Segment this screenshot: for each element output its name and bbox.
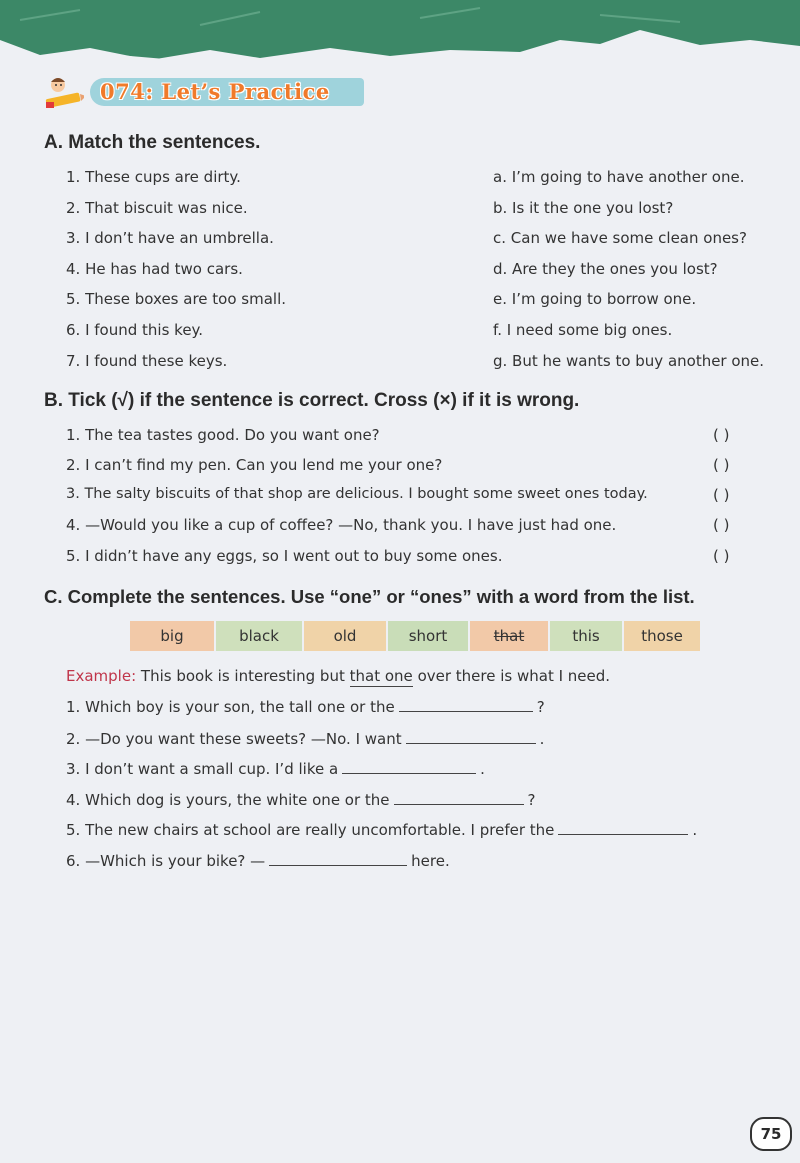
example-answer: that one [349,667,413,685]
fill-item-5: 5. The new chairs at school are really uncomfortable. I prefer the . [66,821,698,839]
answer-blank-2[interactable] [406,742,536,744]
match-right-c: c. Can we have some clean ones? [493,229,747,247]
banner-art [0,0,800,70]
answer-blank-5[interactable] [558,833,688,835]
answer-paren-4[interactable]: ( ) [713,516,730,534]
word-cell-black: black [216,621,302,651]
example-pre: This book is interesting but [140,667,345,685]
section-b-title: B. Tick (√) if the sentence is correct. Cross (×) if it is wrong. [44,390,580,411]
header-banner [0,0,800,70]
fill-item-1: 1. Which boy is your son, the tall one or the ? [66,698,545,716]
answer-blank-1[interactable] [399,710,533,712]
match-left-5: 5. These boxes are too small. [66,290,287,308]
word-cell-short: short [388,621,468,651]
tick-item-5: 5. I didn’t have any eggs, so I went out to buy some ones. [66,547,503,565]
match-left-2: 2. That biscuit was nice. [66,199,248,217]
example-line [66,667,610,685]
lesson-title: 074: Let’s Practice [100,79,330,104]
word-cell-this: this [550,621,622,651]
word-cell-those: those [624,621,700,651]
word-list [130,621,700,651]
word-cell-big: big [130,621,214,651]
fill-item-2: 2. —Do you want these sweets? —No. I want . [66,730,545,748]
match-left-7: 7. I found these keys. [66,352,228,370]
answer-paren-3[interactable]: ( ) [713,486,730,504]
answer-blank-3[interactable] [342,772,476,774]
match-left-3: 3. I don’t have an umbrella. [66,229,274,247]
fill-item-4: 4. Which dog is yours, the white one or the ? [66,791,536,809]
match-right-d: d. Are they the ones you lost? [493,260,718,278]
match-right-a: a. I’m going to have another one. [493,168,745,186]
answer-blank-4[interactable] [394,803,524,805]
tick-item-3: 3. The salty biscuits of that shop are delicious. I bought some sweet ones today. [66,486,648,502]
match-left-1: 1. These cups are dirty. [66,168,241,186]
page-number: 75 [750,1117,792,1151]
pencil-kid-icon [42,74,84,110]
match-left-4: 4. He has had two cars. [66,260,243,278]
match-right-f: f. I need some big ones. [493,321,673,339]
answer-paren-5[interactable]: ( ) [713,547,730,565]
match-right-g: g. But he wants to buy another one. [493,352,765,370]
example-post: over there is what I need. [417,667,611,685]
match-left-6: 6. I found this key. [66,321,204,339]
match-right-e: e. I’m going to borrow one. [493,290,697,308]
section-c-title: C. Complete the sentences. Use “one” or “ones” with a word from the list. [44,586,695,607]
word-cell-that: that [470,621,548,651]
match-right-b: b. Is it the one you lost? [493,199,674,217]
word-cell-old: old [304,621,386,651]
example-label: Example: [66,667,137,685]
tick-item-1: 1. The tea tastes good. Do you want one? [66,426,380,444]
tick-item-4: 4. —Would you like a cup of coffee? —No, thank you. I have just had one. [66,516,617,534]
lesson-tag [42,74,372,110]
tick-item-2: 2. I can’t find my pen. Can you lend me your one? [66,456,443,474]
section-a-title: A. Match the sentences. [44,132,261,153]
answer-paren-1[interactable]: ( ) [713,426,730,444]
fill-item-6: 6. —Which is your bike? — here. [66,852,450,870]
fill-item-3: 3. I don’t want a small cup. I’d like a . [66,760,485,778]
answer-blank-6[interactable] [269,864,407,866]
answer-paren-2[interactable]: ( ) [713,456,730,474]
